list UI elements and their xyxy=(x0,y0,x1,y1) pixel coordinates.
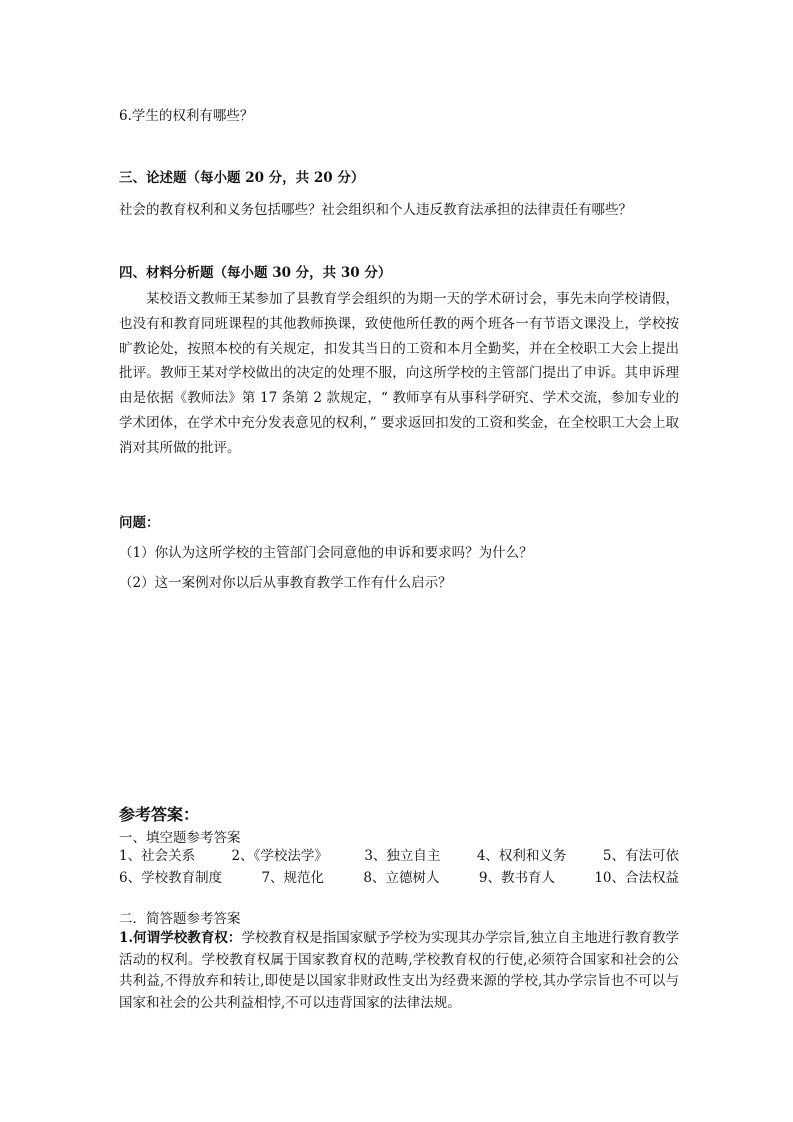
fill-answer: 2、《学校法学》 xyxy=(231,848,328,864)
fill-answer: 6、学校教育制度 xyxy=(119,870,223,886)
section-3-question: 社会的教育权利和义务包括哪些？社会组织和个人违反教育法承担的法律责任有哪些？ xyxy=(119,202,632,218)
fill-answer: 3、独立自主 xyxy=(364,848,441,864)
short-answers-title: 二．简答题参考答案 xyxy=(119,911,241,927)
section-3-heading: 三、论述题（每小题 20 分，共 20 分） xyxy=(119,170,365,186)
fill-answers-row-2 xyxy=(119,867,679,889)
short-answer-1-head: 1.何谓学校教育权： xyxy=(119,930,242,946)
material-text: 某校语文教师王某参加了县教育学会组织的为期一天的学术研讨会，事先未向学校请假，也没有和教育同班课程的其他教师换课，致使他所任教的两个班各一有节语文课没上，学校按旷教论处，按照本校的有关规定，扣发其当日的工资和本月全勤奖，并在全校职工大会上提出批评。教师王某对学校做出的决定的处理不服，向这所学校的主管部门提出了申诉。其申诉理由是依据《教师法》第 17 条第 2 款规定，“ 教师享有从事科学研究、学术交流，参加专业的学术团体，在学术中充分发表意见的权利，” 要求返回扣发的工资和奖金，在全校职工大会上取消对其所做的批评。 xyxy=(119,291,679,456)
fill-answers-row-1 xyxy=(119,845,679,867)
fill-answers-title: 一、填空题参考答案 xyxy=(119,830,241,846)
section-4-heading: 四、材料分析题（每小题 30 分，共 30 分） xyxy=(119,265,392,281)
questions-label: 问题： xyxy=(119,515,160,531)
fill-answer: 9、教书育人 xyxy=(478,870,555,886)
question-2: （2）这一案例对你以后从事教育教学工作有什么启示？ xyxy=(119,575,452,591)
fill-answers-grid xyxy=(119,845,679,889)
fill-answer: 7、规范化 xyxy=(261,870,325,886)
fill-answer: 8、立德树人 xyxy=(363,870,440,886)
question-1: （1）你认为这所学校的主管部门会同意他的申诉和要求吗？为什么？ xyxy=(119,545,533,561)
fill-answer: 1、社会关系 xyxy=(119,848,196,864)
short-answer-1-body: 学校教育权是指国家赋予学校为实现其办学宗旨,独立自主地进行教育教学活动的权利。学校教育权属于国家教育权的范畴,学校教育权的行使,必须符合国家和社会的公共利益,不得放弃和转让,即使是以国家非财政性支出为经费来源的学校,其办学宗旨也不可以与国家和社会的公共利益相悖,不可以违背国家的法律法规。 xyxy=(119,930,679,1011)
fill-answer: 4、权利和义务 xyxy=(476,848,567,864)
material-paragraph xyxy=(119,287,679,461)
fill-answer: 10、合法权益 xyxy=(594,870,679,886)
question-6: 6.学生的权利有哪些？ xyxy=(119,108,254,124)
fill-answer: 5、有法可依 xyxy=(602,848,679,864)
answers-title: 参考答案： xyxy=(119,805,200,824)
short-answer-1 xyxy=(119,928,679,1014)
